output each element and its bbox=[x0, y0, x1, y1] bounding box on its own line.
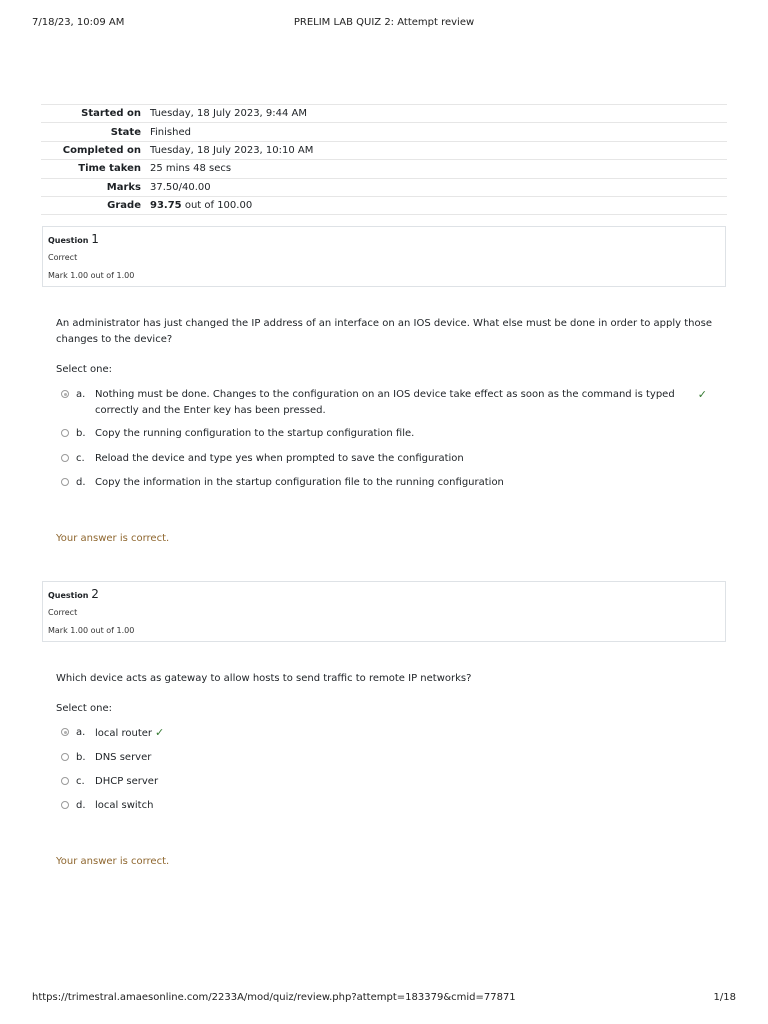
radio-icon[interactable] bbox=[61, 454, 69, 462]
option-text: DHCP server bbox=[95, 776, 159, 787]
option-text: Reload the device and type yes when prompted to save the configuration bbox=[95, 453, 464, 464]
grade-total: out of 100.00 bbox=[181, 200, 253, 212]
summary-row bbox=[41, 123, 727, 141]
print-footer bbox=[32, 992, 736, 1006]
question-number bbox=[48, 587, 99, 601]
option-letter: a. bbox=[76, 727, 86, 738]
page-number: 1/18 bbox=[713, 992, 736, 1003]
summary-row bbox=[41, 105, 727, 123]
question-state: Correct bbox=[48, 253, 78, 262]
option-text: Copy the information in the startup configuration file to the running configuration bbox=[95, 477, 504, 488]
option-letter: c. bbox=[76, 453, 85, 464]
radio-icon[interactable] bbox=[61, 429, 69, 437]
summary-label: Started on bbox=[81, 108, 141, 120]
summary-value: 25 mins 48 secs bbox=[150, 163, 232, 175]
print-header bbox=[32, 17, 736, 31]
question-mark: Mark 1.00 out of 1.00 bbox=[48, 271, 135, 280]
checkmark-icon: ✓ bbox=[697, 388, 707, 401]
option-text: Copy the running configuration to the startup configuration file. bbox=[95, 428, 415, 439]
question-state: Correct bbox=[48, 608, 78, 617]
question-label: Question bbox=[48, 591, 89, 600]
page-url: https://trimestral.amaesonline.com/2233A/mod/quiz/review.php?attempt=183379&cmid=77871 bbox=[32, 992, 516, 1003]
question-label: Question bbox=[48, 236, 89, 245]
option-letter: a. bbox=[76, 389, 86, 400]
summary-label: Grade bbox=[107, 200, 141, 212]
option-letter: b. bbox=[76, 428, 86, 439]
option-letter: d. bbox=[76, 477, 86, 488]
option-letter: b. bbox=[76, 752, 86, 763]
radio-icon[interactable] bbox=[61, 728, 69, 736]
select-one-prompt: Select one: bbox=[56, 703, 113, 714]
radio-icon[interactable] bbox=[61, 478, 69, 486]
option-text bbox=[95, 725, 711, 742]
radio-icon[interactable] bbox=[61, 390, 69, 398]
summary-value: Tuesday, 18 July 2023, 10:10 AM bbox=[150, 144, 314, 156]
option-text: DNS server bbox=[95, 752, 152, 763]
summary-value: Finished bbox=[150, 126, 191, 138]
radio-icon[interactable] bbox=[61, 777, 69, 785]
summary-row bbox=[41, 196, 727, 214]
option-label: local router bbox=[95, 728, 153, 739]
summary-value: 37.50/40.00 bbox=[150, 181, 211, 193]
question-number-value: 1 bbox=[91, 232, 99, 246]
option-text: Nothing must be done. Changes to the configuration on an IOS device take effect as soon as the command is typed correctly and the Enter key has been pressed. bbox=[95, 389, 675, 416]
question-text: An administrator has just changed the IP address of an interface on an IOS device. What else must be done in order to apply those changes to the device? bbox=[56, 318, 712, 345]
summary-label: Marks bbox=[106, 181, 141, 193]
question-mark: Mark 1.00 out of 1.00 bbox=[48, 626, 135, 635]
option-letter: d. bbox=[76, 800, 86, 811]
checkmark-icon: ✓ bbox=[155, 726, 165, 739]
option-letter: c. bbox=[76, 776, 85, 787]
question-text: Which device acts as gateway to allow hosts to send traffic to remote IP networks? bbox=[56, 673, 472, 684]
print-title: PRELIM LAB QUIZ 2: Attempt review bbox=[293, 17, 475, 28]
question-number bbox=[48, 232, 99, 246]
question-number-value: 2 bbox=[91, 587, 99, 601]
summary-label: Completed on bbox=[62, 144, 141, 156]
summary-row bbox=[41, 141, 727, 159]
radio-icon[interactable] bbox=[61, 753, 69, 761]
attempt-summary-table bbox=[41, 104, 727, 215]
question-info-box bbox=[42, 226, 726, 287]
feedback-text: Your answer is correct. bbox=[56, 533, 170, 544]
select-one-prompt: Select one: bbox=[56, 364, 113, 375]
question-info-box bbox=[42, 581, 726, 642]
option-text: local switch bbox=[95, 800, 154, 811]
summary-label: State bbox=[110, 126, 141, 138]
radio-icon[interactable] bbox=[61, 801, 69, 809]
summary-value bbox=[150, 196, 727, 214]
summary-row bbox=[41, 160, 727, 178]
grade-value: 93.75 bbox=[150, 200, 182, 212]
summary-row bbox=[41, 178, 727, 196]
feedback-text: Your answer is correct. bbox=[56, 856, 170, 867]
print-date: 7/18/23, 10:09 AM bbox=[32, 17, 125, 28]
summary-label: Time taken bbox=[78, 163, 141, 175]
summary-value: Tuesday, 18 July 2023, 9:44 AM bbox=[150, 108, 308, 120]
